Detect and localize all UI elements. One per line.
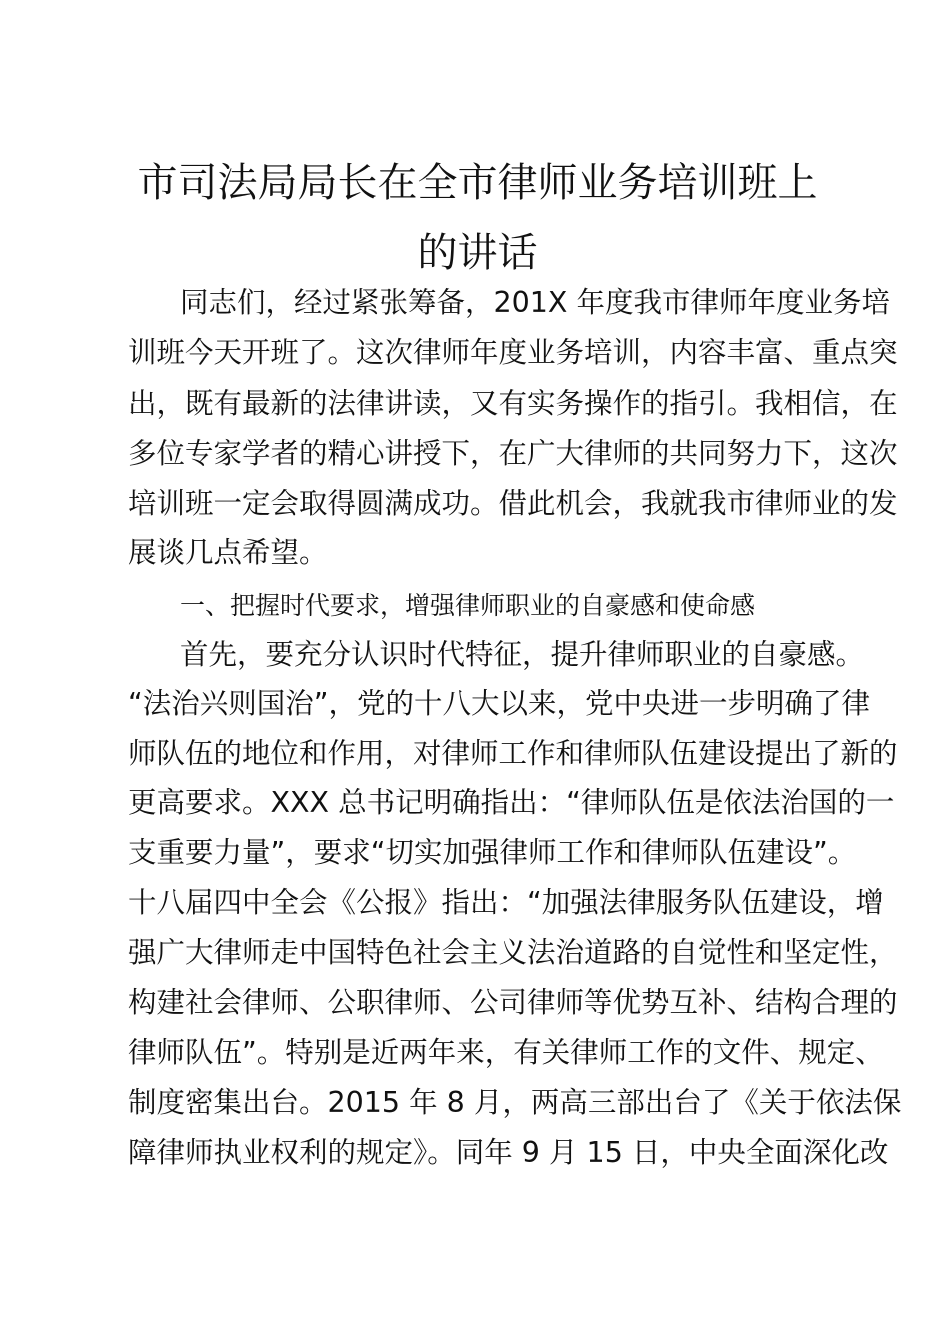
text-line: 十八届四中全会《公报》指出：“加强法律服务队伍建设，增 xyxy=(128,886,884,919)
section-heading-1: 一、把握时代要求，增强律师职业的自豪感和使命感 xyxy=(180,591,756,620)
text-line: 制度密集出台。2015 年 8 月，两高三部出台了《关于依法保 xyxy=(128,1086,902,1119)
text-line: 障律师执业权利的规定》。同年 9 月 15 日，中央全面深化改 xyxy=(128,1136,889,1169)
text-line: 训班今天开班了。这次律师年度业务培训，内容丰富、重点突 xyxy=(128,336,898,369)
text-line: 多位专家学者的精心讲授下，在广大律师的共同努力下，这次 xyxy=(128,437,898,470)
text-line: 师队伍的地位和作用，对律师工作和律师队伍建设提出了新的 xyxy=(128,737,898,770)
document-title-line-1: 市司法局局长在全市律师业务培训班上 xyxy=(137,160,818,206)
text-line: 构建社会律师、公职律师、公司律师等优势互补、结构合理的 xyxy=(128,986,898,1019)
text-line: 强广大律师走中国特色社会主义法治道路的自觉性和坚定性， xyxy=(128,936,898,969)
text-line: 出，既有最新的法律讲读，又有实务操作的指引。我相信，在 xyxy=(128,387,898,420)
document-title-line-2: 的讲话 xyxy=(417,230,538,276)
text-line: 首先，要充分认识时代特征，提升律师职业的自豪感。 xyxy=(180,638,865,671)
text-line: 培训班一定会取得圆满成功。借此机会，我就我市律师业的发 xyxy=(128,487,898,520)
text-line: 律师队伍”。特别是近两年来，有关律师工作的文件、规定、 xyxy=(128,1036,884,1069)
text-line: 展谈几点希望。 xyxy=(128,536,328,569)
text-line: 支重要力量”，要求“切实加强律师工作和律师队伍建设”。 xyxy=(128,836,857,869)
text-line: “法治兴则国治”，党的十八大以来，党中央进一步明确了律 xyxy=(128,687,871,720)
text-line: 更高要求。XXX 总书记明确指出：“律师队伍是依法治国的一 xyxy=(128,786,895,819)
text-line: 同志们，经过紧张筹备，201X 年度我市律师年度业务培 xyxy=(180,286,890,319)
